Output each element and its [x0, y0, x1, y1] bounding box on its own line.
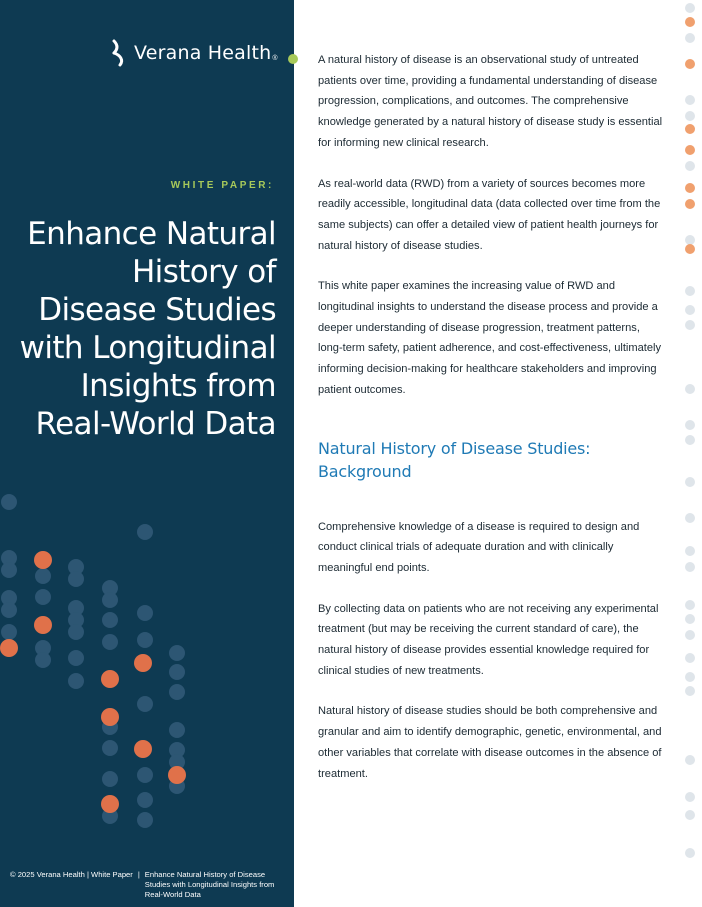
- brand-logo: [108, 38, 278, 68]
- decorative-dot-pattern: [0, 480, 294, 840]
- decorative-edge-dots: [680, 0, 702, 907]
- document-type-label: WHITE PAPER:: [170, 180, 274, 191]
- intro-paragraph-2: As real-world data (RWD) from a variety of sources becomes more readily accessible, longitudinal data (data collected over time from the same subjects) can offer a detailed view of patient health journeys for natural history of disease studies.: [318, 177, 661, 252]
- footer-copyright: © 2025 Verana Health | White Paper: [10, 870, 133, 879]
- registered-mark: ®: [272, 55, 278, 62]
- section-paragraph-2: By collecting data on patients who are not receiving any experimental treatment (but may be receiving the current standard of care), the natural history of disease provides essential knowledge required for clinical studies of new treatments.: [318, 602, 659, 677]
- cover-panel: [0, 0, 294, 907]
- intro-paragraph-1: A natural history of disease is an observational study of untreated patients over time, providing a fundamental understanding of disease progression, complications, and outcomes. The comprehensive knowledge generated by a natural history of disease study is essential for informing new clinical research.: [318, 54, 663, 149]
- footer-document-title: Enhance Natural History of Disease Studies with Longitudinal Insights from Real-World Data: [144, 870, 275, 899]
- section-heading: Natural History of Disease Studies: Background: [318, 438, 591, 481]
- body-text: [318, 50, 666, 804]
- section-paragraph-1: Comprehensive knowledge of a disease is required to design and conduct clinical trials of adequate duration and with clinically meaningful end points.: [318, 520, 640, 574]
- brand-name: Verana Health: [134, 42, 272, 64]
- verana-logo-icon: [108, 38, 130, 68]
- accent-dot: [288, 54, 298, 64]
- page-footer: [10, 870, 294, 900]
- intro-paragraph-3: This white paper examines the increasing value of RWD and longitudinal insights to understand the disease process and provide a deeper understanding of disease progression, treatment patterns, long-term safety, patient adherence, and cost-effectiveness, ultimately informing decision-making for healthcare stakeholders and improving patient outcomes.: [318, 280, 662, 396]
- document-title: Enhance Natural History of Disease Studies with Longitudinal Insights from Real-World Data: [19, 216, 276, 442]
- section-paragraph-3: Natural history of disease studies should be both comprehensive and granular and aim to identify demographic, genetic, environmental, and other variables that correlate with disease outcomes in the absence of treatment.: [318, 705, 662, 780]
- footer-separator: |: [137, 870, 140, 879]
